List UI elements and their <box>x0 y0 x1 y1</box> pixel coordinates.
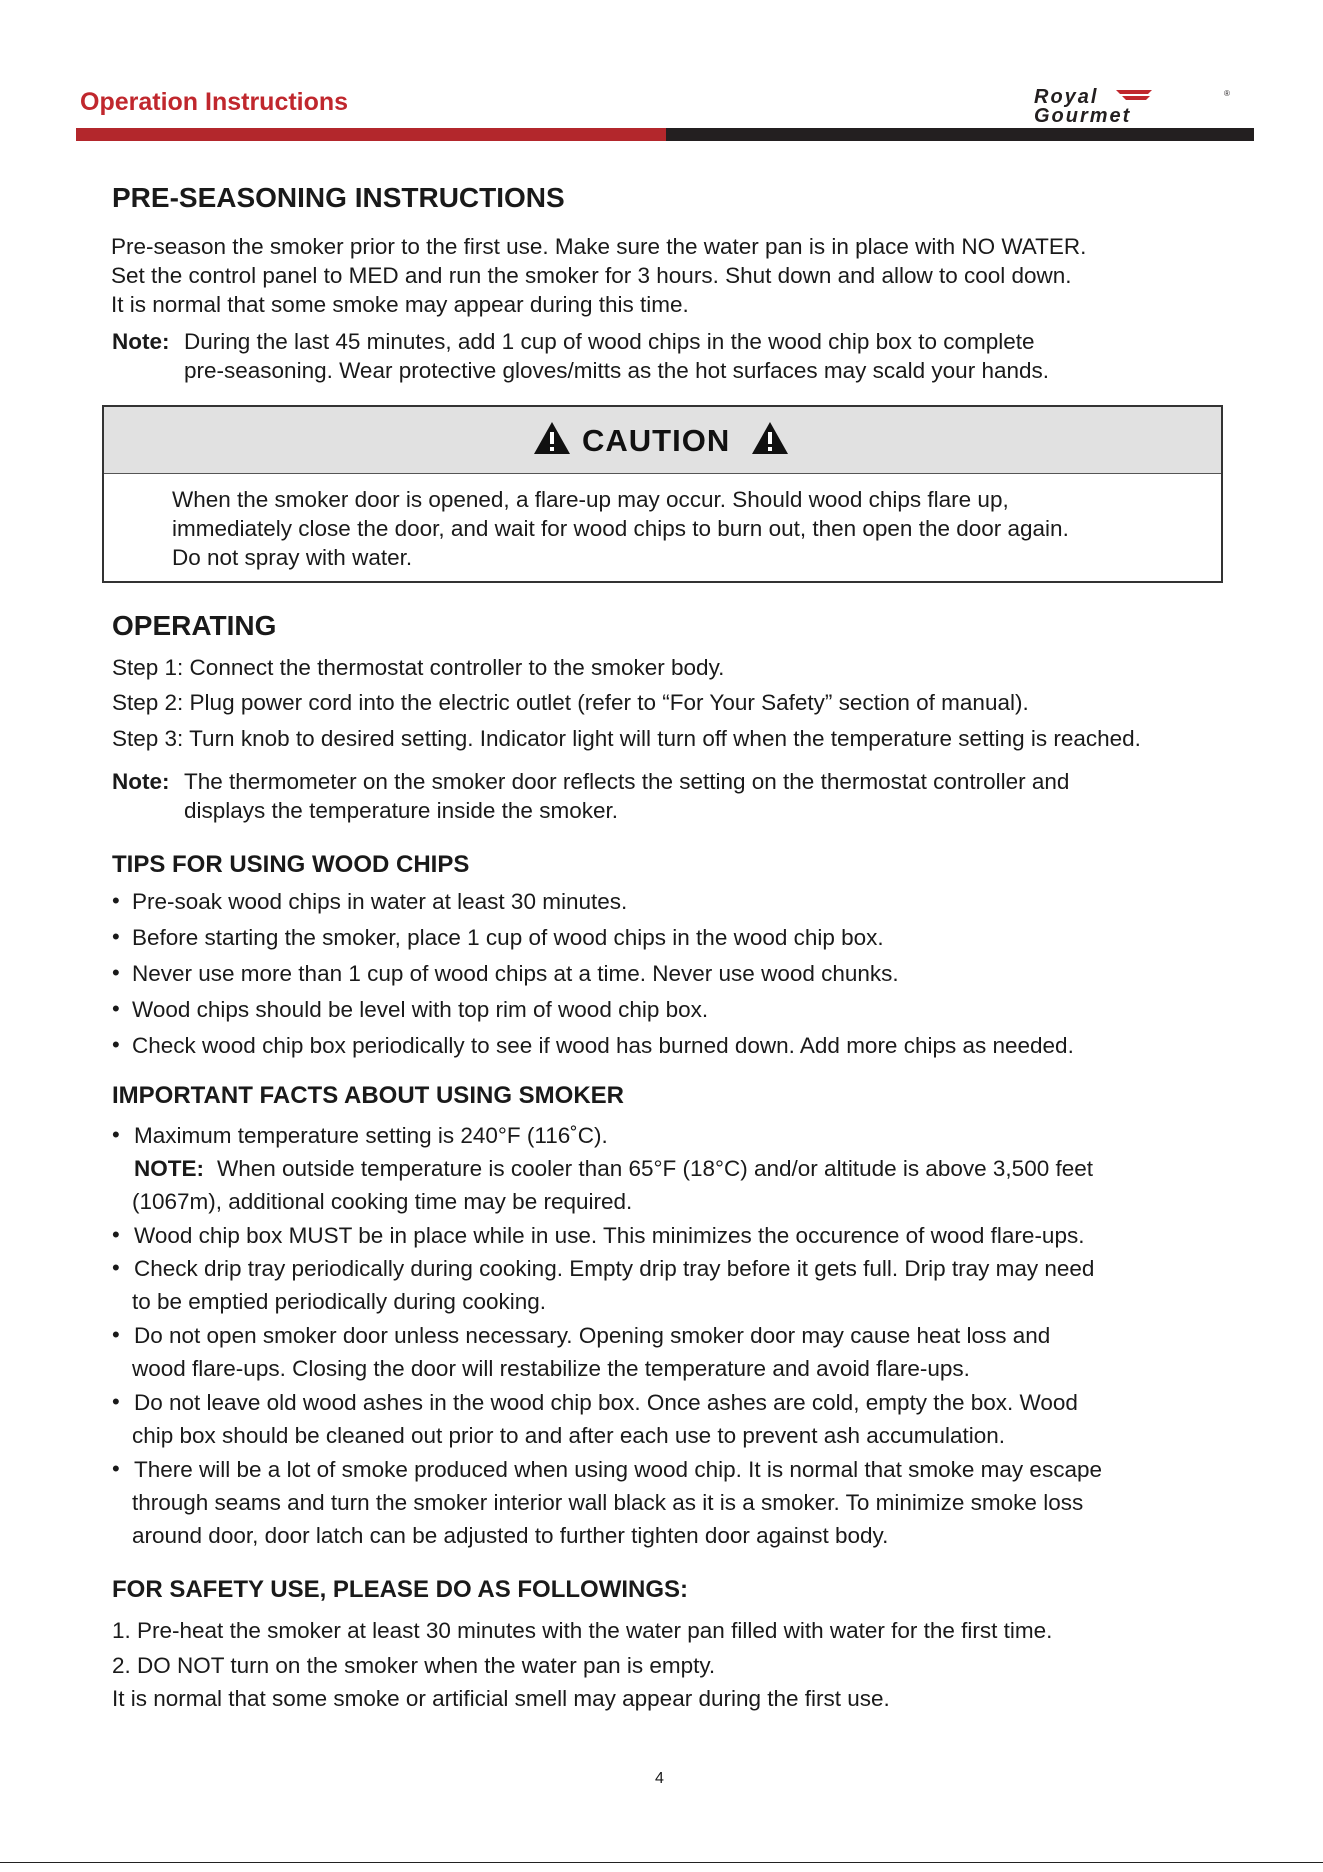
tips-item-3: Never use more than 1 cup of wood chips at a time. Never use wood chunks. <box>132 961 899 986</box>
safety-line-1: 1. Pre-heat the smoker at least 30 minutes with the water pan filled with water for the first time. <box>112 1618 1053 1643</box>
safety-line-3: It is normal that some smoke or artificial smell may appear during the first use. <box>112 1686 890 1711</box>
tips-item-5: Check wood chip box periodically to see if wood has burned down. Add more chips as needed. <box>132 1033 1074 1058</box>
bullet: • <box>112 1122 120 1147</box>
facts-item-3-line-2: to be emptied periodically during cooking. <box>132 1289 546 1314</box>
tips-item-2: Before starting the smoker, place 1 cup of wood chips in the wood chip box. <box>132 925 884 950</box>
preseason-note-line-2: pre-seasoning. Wear protective gloves/mitts as the hot surfaces may scald your hands. <box>184 358 1049 383</box>
bullet: • <box>112 1255 120 1280</box>
facts-item-6-line-1: There will be a lot of smoke produced when using wood chip. It is normal that smoke may escape <box>134 1457 1102 1482</box>
bullet: • <box>112 924 120 949</box>
facts-max-temp: Maximum temperature setting is 240°F (116˚C). <box>134 1123 608 1148</box>
caution-title: CAUTION <box>582 423 731 458</box>
svg-text:Gourmet: Gourmet <box>1034 105 1132 126</box>
page-number: 4 <box>655 1770 664 1787</box>
caution-box <box>102 405 1223 583</box>
facts-item-5-line-2: chip box should be cleaned out prior to and after each use to prevent ash accumulation. <box>132 1423 1006 1448</box>
facts-item-6-line-3: around door, door latch can be adjusted to further tighten door against body. <box>132 1523 889 1548</box>
operating-note-line-1: The thermometer on the smoker door reflects the setting on the thermostat controller and <box>184 769 1070 794</box>
operating-step-2: Step 2: Plug power cord into the electric outlet (refer to “For Your Safety” section of manual). <box>112 690 1029 715</box>
header-bar-red <box>76 128 666 141</box>
svg-text:Royal: Royal <box>1034 86 1099 108</box>
bullet: • <box>112 1032 120 1057</box>
facts-item-3-line-1: Check drip tray periodically during cooking. Empty drip tray before it gets full. Drip tray may need <box>134 1256 1095 1281</box>
preseason-note-label: Note: <box>112 329 170 354</box>
facts-item-6-line-2: through seams and turn the smoker interior wall black as it is a smoker. To minimize smoke loss <box>132 1490 1084 1515</box>
bullet: • <box>112 996 120 1021</box>
caution-line-3: Do not spray with water. <box>172 545 413 570</box>
bullet: • <box>112 888 120 913</box>
operating-step-3: Step 3: Turn knob to desired setting. Indicator light will turn off when the temperature setting is reached. <box>112 726 1141 751</box>
safety-line-2: 2. DO NOT turn on the smoker when the water pan is empty. <box>112 1653 716 1678</box>
caution-line-1: When the smoker door is opened, a flare-up may occur. Should wood chips flare up, <box>172 487 1009 512</box>
royal-gourmet-logo <box>1030 86 1230 126</box>
header-bar-dark <box>666 128 1254 141</box>
facts-note-line-1: When outside temperature is cooler than 65°F (18°C) and/or altitude is above 3,500 feet <box>217 1156 1093 1181</box>
facts-heading: IMPORTANT FACTS ABOUT USING SMOKER <box>112 1082 624 1109</box>
bullet: • <box>112 1389 120 1414</box>
section-header-title: Operation Instructions <box>80 88 349 116</box>
operating-note-label: Note: <box>112 769 170 794</box>
caution-line-2: immediately close the door, and wait for wood chips to burn out, then open the door again. <box>172 516 1069 541</box>
svg-text:®: ® <box>1224 89 1230 98</box>
warning-triangle-icon <box>532 420 572 456</box>
facts-note-line-2: (1067m), additional cooking time may be required. <box>132 1189 633 1214</box>
facts-item-4-line-1: Do not open smoker door unless necessary. Opening smoker door may cause heat loss and <box>134 1323 1051 1348</box>
facts-note-label: NOTE: <box>134 1156 204 1181</box>
preseason-heading: PRE-SEASONING INSTRUCTIONS <box>112 182 565 213</box>
safety-heading: FOR SAFETY USE, PLEASE DO AS FOLLOWINGS: <box>112 1576 689 1603</box>
bottom-rule <box>0 1862 1323 1863</box>
tips-item-4: Wood chips should be level with top rim of wood chip box. <box>132 997 709 1022</box>
warning-triangle-icon <box>750 420 790 456</box>
preseason-note-line-1: During the last 45 minutes, add 1 cup of wood chips in the wood chip box to complete <box>184 329 1035 354</box>
facts-item-4-line-2: wood flare-ups. Closing the door will restabilize the temperature and avoid flare-ups. <box>132 1356 970 1381</box>
bullet: • <box>112 1456 120 1481</box>
facts-item-5-line-1: Do not leave old wood ashes in the wood chip box. Once ashes are cold, empty the box. Wood <box>134 1390 1078 1415</box>
preseason-line-1: Pre-season the smoker prior to the first use. Make sure the water pan is in place with NO WATER. <box>111 234 1087 259</box>
bullet: • <box>112 960 120 985</box>
operating-heading: OPERATING <box>112 610 277 641</box>
bullet: • <box>112 1222 120 1247</box>
tips-heading: TIPS FOR USING WOOD CHIPS <box>112 851 470 878</box>
operating-step-1: Step 1: Connect the thermostat controller to the smoker body. <box>112 655 725 680</box>
bullet: • <box>112 1322 120 1347</box>
facts-item-2: Wood chip box MUST be in place while in use. This minimizes the occurence of wood flare-ups. <box>134 1223 1085 1248</box>
operating-note-line-2: displays the temperature inside the smoker. <box>184 798 618 823</box>
tips-item-1: Pre-soak wood chips in water at least 30 minutes. <box>132 889 628 914</box>
caution-header <box>104 407 1221 474</box>
preseason-line-3: It is normal that some smoke may appear during this time. <box>111 292 689 317</box>
preseason-line-2: Set the control panel to MED and run the smoker for 3 hours. Shut down and allow to cool down. <box>111 263 1072 288</box>
